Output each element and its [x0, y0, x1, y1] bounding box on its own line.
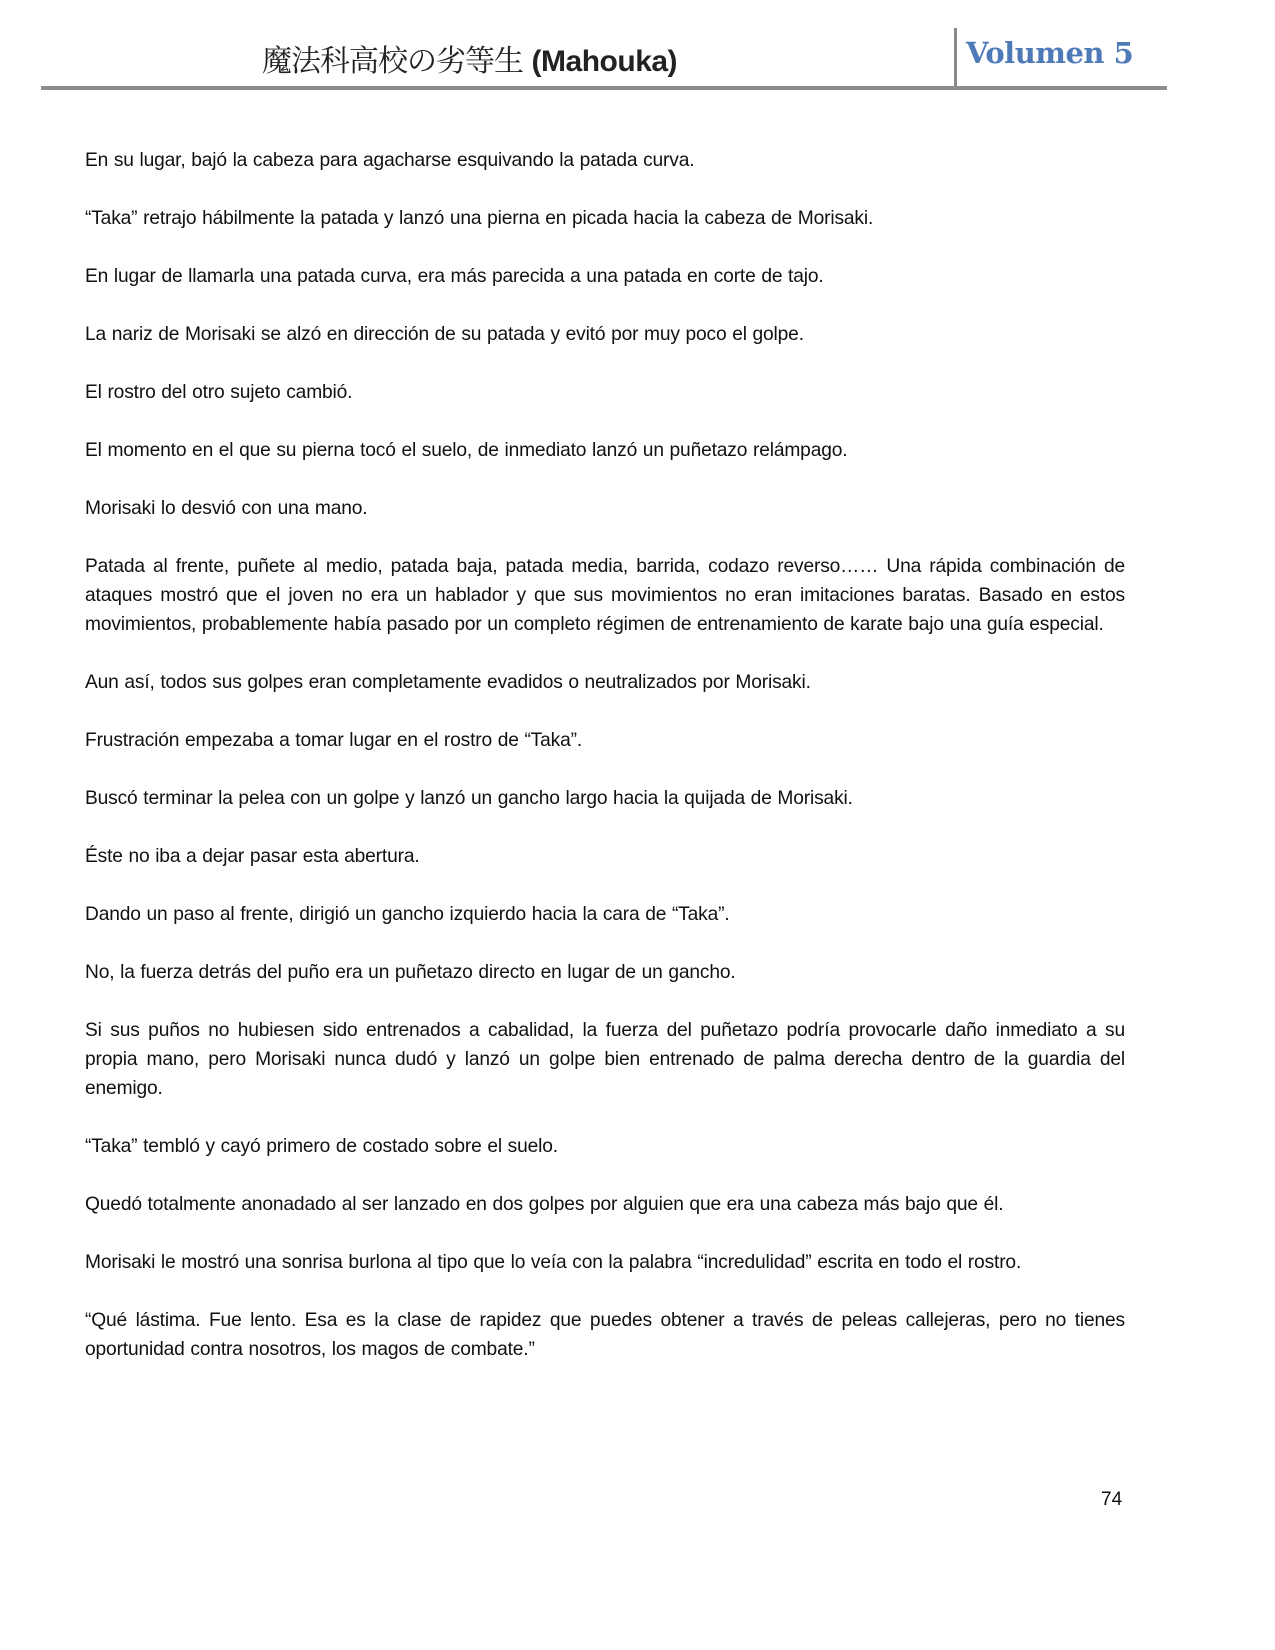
paragraph: Buscó terminar la pelea con un golpe y lanzó un gancho largo hacia la quijada de Morisaki. [85, 788, 853, 809]
header-divider [954, 28, 957, 88]
paragraph: “Taka” retrajo hábilmente la patada y lanzó una pierna en picada hacia la cabeza de Morisaki. [85, 208, 874, 229]
paragraph: “Taka” tembló y cayó primero de costado sobre el suelo. [85, 1136, 558, 1157]
book-title-latin: (Mahouka) [531, 45, 678, 78]
paragraph: El rostro del otro sujeto cambió. [85, 382, 353, 403]
paragraph: En lugar de llamarla una patada curva, era más parecida a una patada en corte de tajo. [85, 266, 824, 287]
page-number: 74 [1101, 1489, 1123, 1510]
paragraph: Dando un paso al frente, dirigió un gancho izquierdo hacia la cara de “Taka”. [85, 904, 730, 925]
page-body [85, 146, 1125, 1393]
book-title-japanese: 魔法科高校の劣等生 [262, 44, 523, 79]
header-rule [41, 86, 1167, 90]
paragraph: Quedó totalmente anonadado al ser lanzado en dos golpes por alguien que era una cabeza más bajo que él. [85, 1194, 1004, 1215]
paragraph: Morisaki lo desvió con una mano. [85, 498, 368, 519]
paragraph: Éste no iba a dejar pasar esta abertura. [85, 846, 420, 867]
paragraph: El momento en el que su pierna tocó el suelo, de inmediato lanzó un puñetazo relámpago. [85, 440, 848, 461]
book-title [262, 36, 677, 80]
paragraph: Si sus puños no hubiesen sido entrenados a cabalidad, la fuerza del puñetazo podría provocarle daño inmediato a su propia mano, pero Morisaki nunca dudó y lanzó un golpe bien entrenado de palma derecha dentro de la guardia del enemigo. [85, 1020, 1125, 1099]
paragraph: “Qué lástima. Fue lento. Esa es la clase de rapidez que puedes obtener a través de peleas callejeras, pero no tienes oportunidad contra nosotros, los magos de combate.” [85, 1310, 1125, 1360]
paragraph: No, la fuerza detrás del puño era un puñetazo directo en lugar de un gancho. [85, 962, 736, 983]
volume-label: Volumen 5 [966, 36, 1134, 70]
paragraph: La nariz de Morisaki se alzó en dirección de su patada y evitó por muy poco el golpe. [85, 324, 804, 345]
paragraph: Frustración empezaba a tomar lugar en el rostro de “Taka”. [85, 730, 583, 751]
paragraph: Aun así, todos sus golpes eran completamente evadidos o neutralizados por Morisaki. [85, 672, 811, 693]
paragraph: Patada al frente, puñete al medio, patada baja, patada media, barrida, codazo reverso…… Una rápida combinación de ataques mostró que el joven no era un hablador y que sus movimientos no eran imitaciones baratas. Basado en estos movimientos, probablemente había pasado por un completo régimen de entrenamiento de karate bajo una guía especial. [85, 556, 1125, 635]
paragraph: Morisaki le mostró una sonrisa burlona al tipo que lo veía con la palabra “incredulidad” escrita en todo el rostro. [85, 1252, 1022, 1273]
paragraph: En su lugar, bajó la cabeza para agacharse esquivando la patada curva. [85, 150, 695, 171]
